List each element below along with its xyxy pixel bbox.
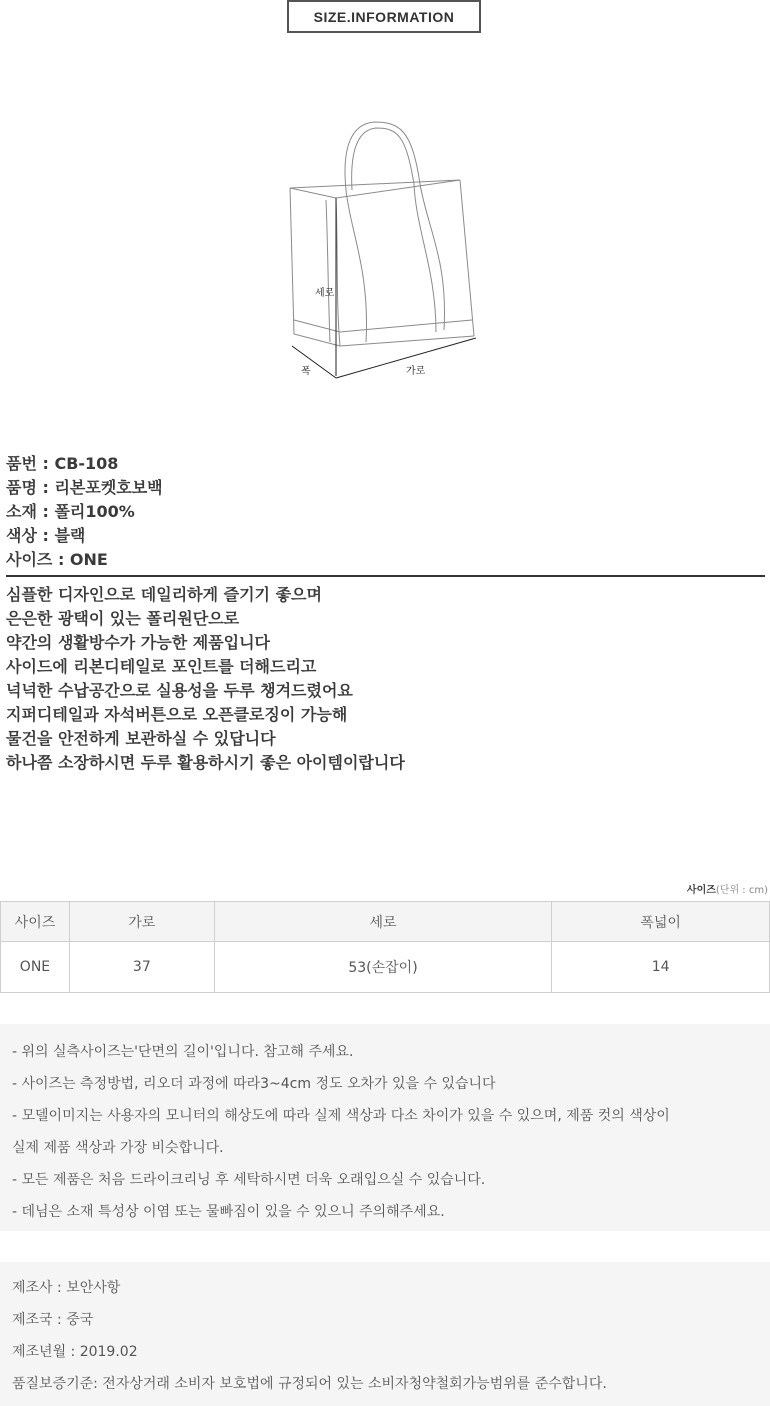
description-line: 사이드에 리본디테일로 포인트를 더해드리고	[6, 657, 317, 676]
description-line: 은은한 광택이 있는 폴리원단으로	[6, 609, 240, 628]
dimension-label-depth: 폭	[301, 366, 311, 377]
table-row	[1, 942, 770, 993]
unit-title: 사이즈	[686, 885, 716, 896]
header-depth: 폭넓이	[552, 902, 770, 942]
description-line: 넉넉한 수납공간으로 실용성을 두루 챙겨드렸어요	[6, 681, 353, 700]
description-line: 심플한 디자인으로 데일리하게 즐기기 좋으며	[6, 585, 322, 604]
size-information-header: SIZE.INFORMATION	[287, 0, 481, 33]
notice-line: - 모델이미지는 사용자의 모니터의 해상도에 따라 실제 색상과 다소 차이가 있을 수 있으며, 제품 컷의 색상이	[12, 1108, 670, 1124]
product-material: 소재 : 폴리100%	[6, 502, 135, 521]
cell-size: ONE	[1, 942, 70, 993]
country-of-origin: 제조국 : 중국	[12, 1312, 94, 1328]
tote-bag-illustration	[270, 110, 500, 390]
quality-guarantee: 품질보증기준: 전자상거래 소비자 보호법에 규정되어 있는 소비자청약철회가능범위를 준수합니다.	[12, 1376, 607, 1392]
cell-width: 37	[69, 942, 214, 993]
description-line: 약간의 생활방수가 가능한 제품입니다	[6, 633, 271, 652]
product-color: 색상 : 블랙	[6, 526, 86, 545]
notice-line: - 모든 제품은 처음 드라이크리닝 후 세탁하시면 더욱 오래입으실 수 있습니다.	[12, 1172, 486, 1188]
size-unit-label	[687, 881, 768, 896]
divider	[6, 575, 765, 577]
description-line: 물건을 안전하게 보관하실 수 있답니다	[6, 729, 276, 748]
table-header-row	[1, 902, 770, 942]
notice-line: - 사이즈는 측정방법, 리오더 과정에 따라3~4cm 정도 오차가 있을 수 있습니다	[12, 1076, 496, 1092]
product-size: 사이즈 : ONE	[6, 550, 108, 569]
product-description	[6, 583, 766, 775]
notice-line: - 위의 실측사이즈는'단면의 길이'입니다. 참고해 주세요.	[12, 1044, 354, 1060]
manufacturer-info	[0, 1262, 770, 1406]
cell-height: 53(손잡이)	[214, 942, 552, 993]
dimension-label-width: 가로	[406, 366, 426, 377]
product-name: 품명 : 리본포켓호보백	[6, 478, 163, 497]
description-line: 하나쯤 소장하시면 두루 활용하시기 좋은 아이템이랍니다	[6, 753, 405, 772]
header-height: 세로	[214, 902, 552, 942]
description-line: 지퍼디테일과 자석버튼으로 오픈클로징이 가능해	[6, 705, 348, 724]
header-width: 가로	[69, 902, 214, 942]
header-size: 사이즈	[1, 902, 70, 942]
product-code: 품번 : CB-108	[6, 454, 119, 473]
notice-box	[0, 1024, 770, 1231]
product-info	[6, 452, 766, 572]
cell-depth: 14	[552, 942, 770, 993]
notice-line: 실제 제품 색상과 가장 비슷합니다.	[12, 1140, 224, 1156]
manufacture-date: 제조년월 : 2019.02	[12, 1344, 138, 1360]
dimension-label-height: 세로	[315, 288, 335, 299]
unit-note: (단위 : cm)	[715, 885, 768, 896]
size-table	[0, 901, 770, 993]
manufacturer: 제조사 : 보안사항	[12, 1280, 121, 1296]
notice-line: - 데님은 소재 특성상 이염 또는 물빠짐이 있을 수 있으니 주의해주세요.	[12, 1204, 445, 1220]
